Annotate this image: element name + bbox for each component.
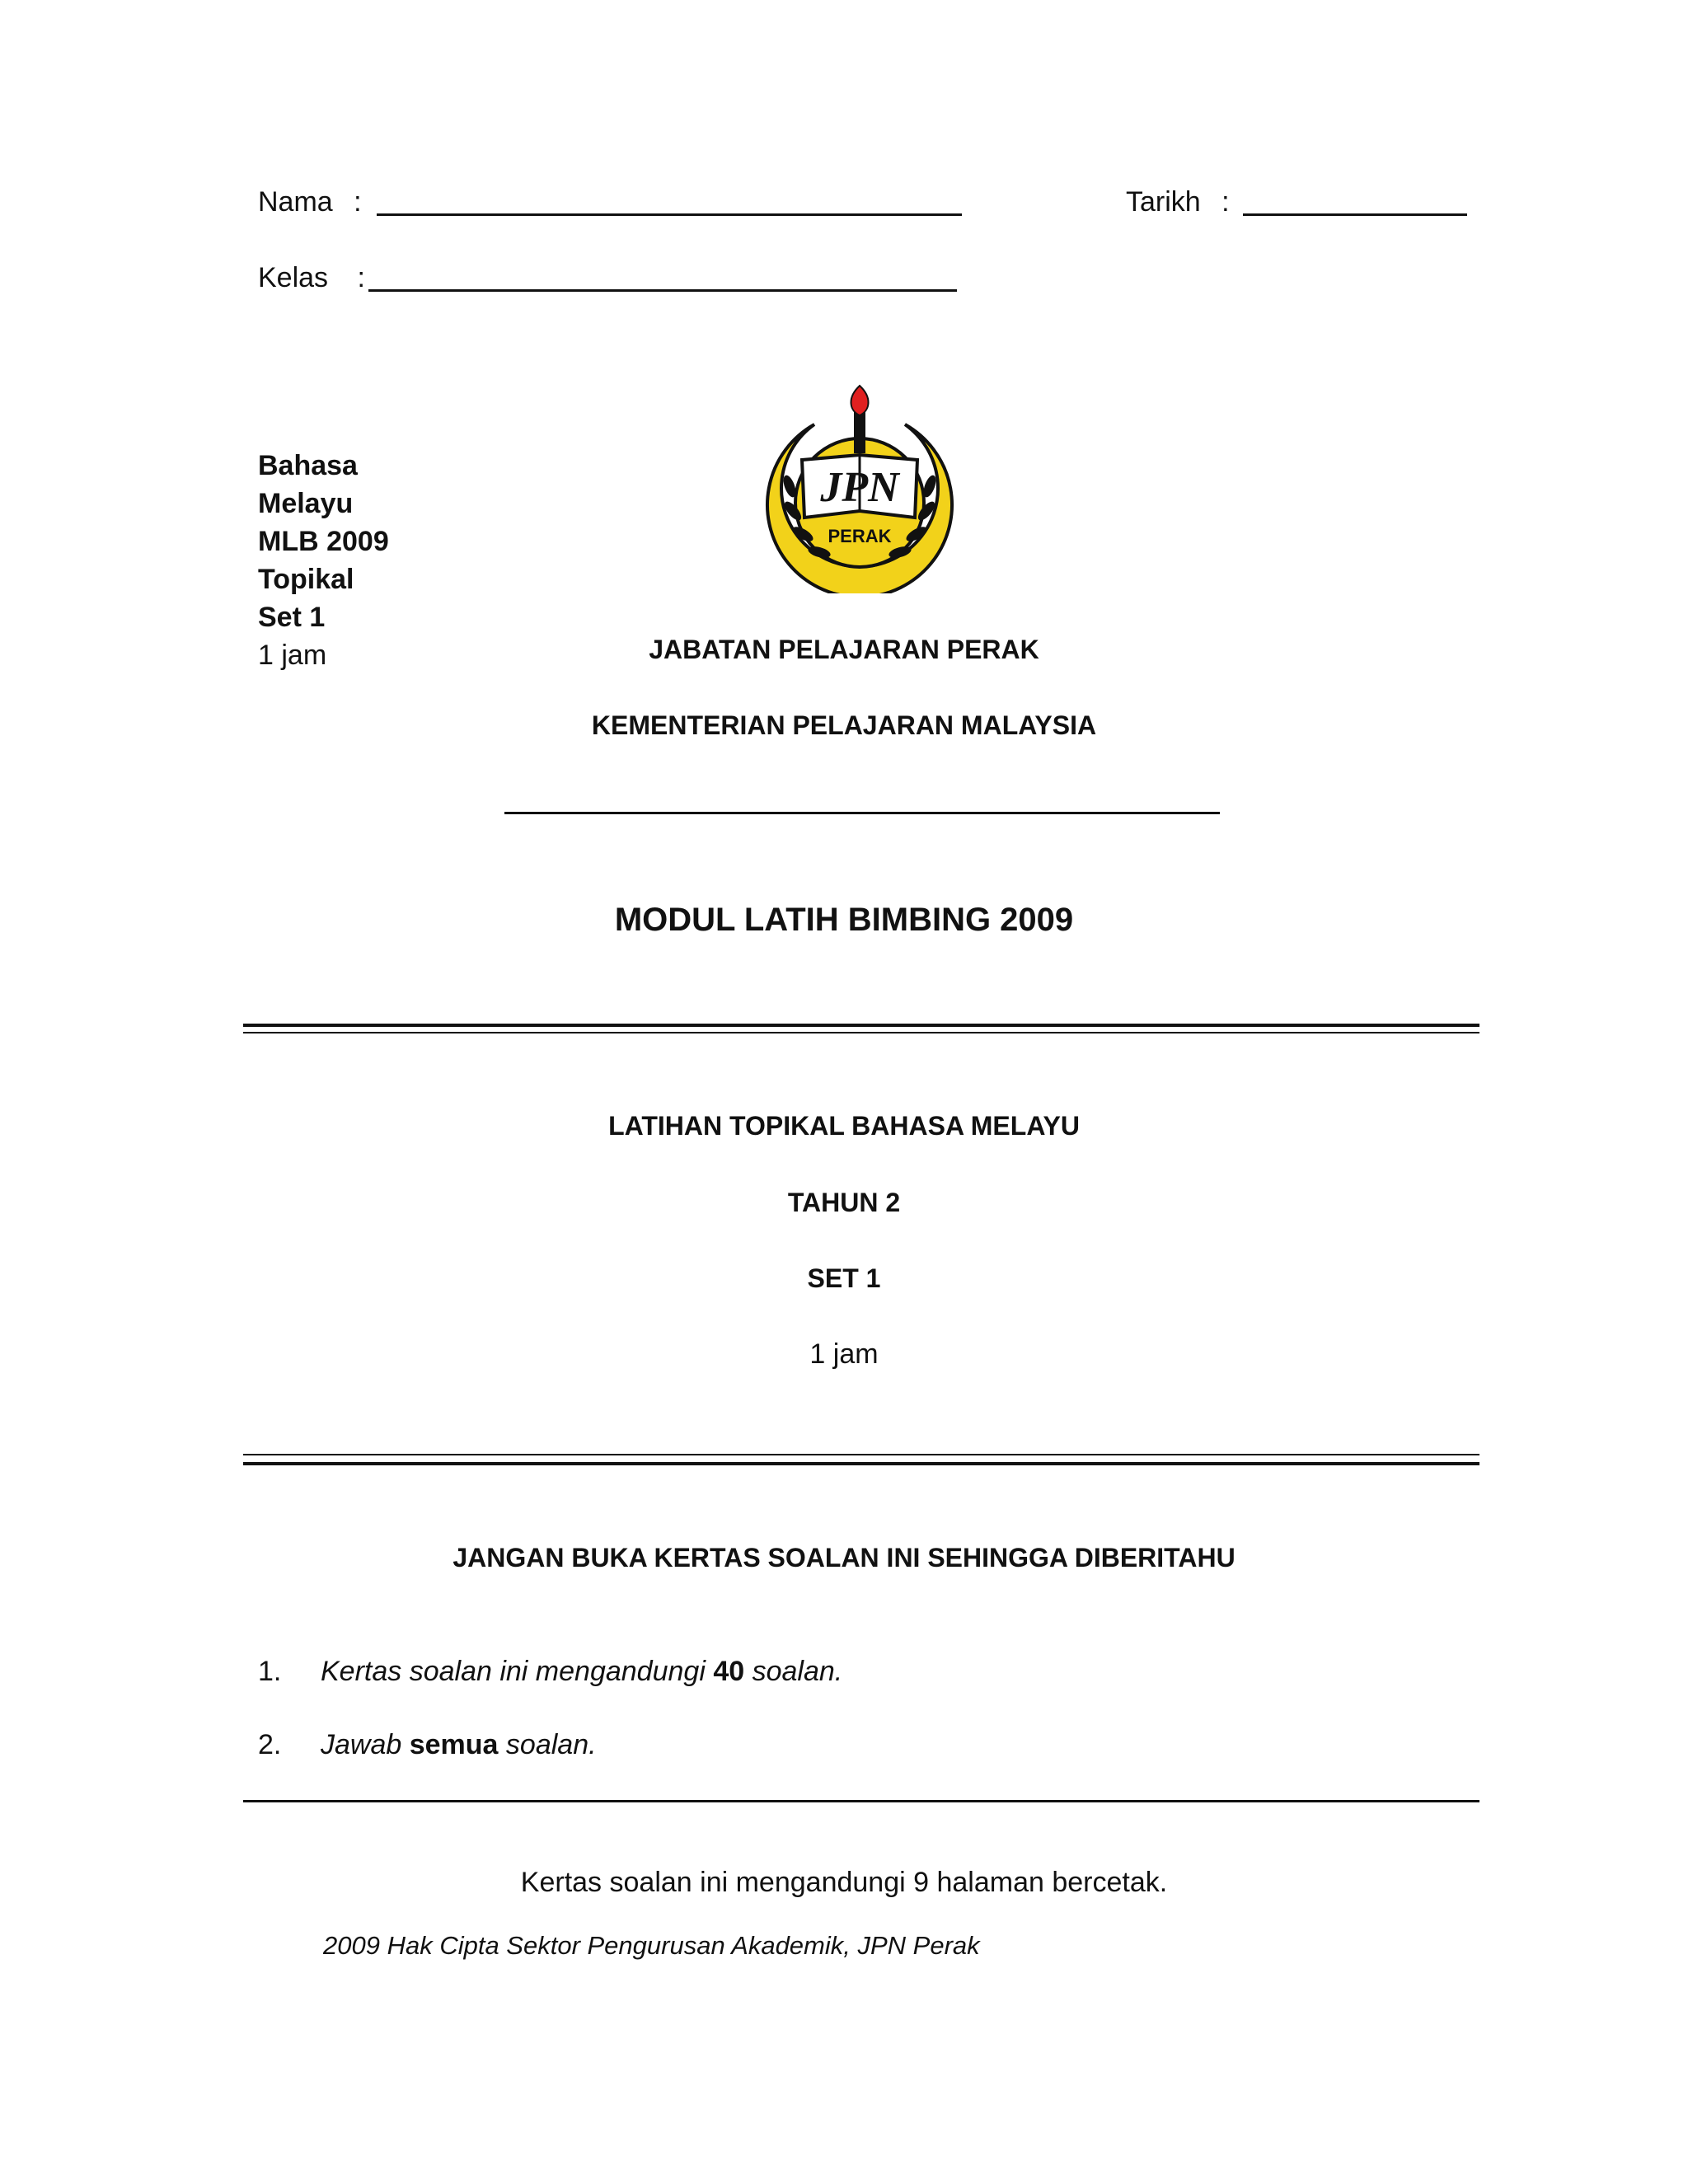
divider-footer xyxy=(243,1800,1479,1802)
instruction-text-post: soalan. xyxy=(744,1656,843,1687)
instruction-text xyxy=(321,1729,597,1760)
instruction-2 xyxy=(258,1728,597,1761)
instruction-1 xyxy=(258,1655,842,1688)
paper-duration: 1 jam xyxy=(809,1338,879,1370)
paper-set: SET 1 xyxy=(807,1263,881,1293)
name-label-text: Nama xyxy=(258,186,333,218)
class-field[interactable] xyxy=(368,289,957,292)
logo-perak-text: PERAK xyxy=(828,526,892,546)
instruction-text-pre: Jawab xyxy=(321,1729,410,1760)
department-title: JABATAN PELAJARAN PERAK xyxy=(649,635,1039,664)
jpn-perak-logo xyxy=(757,379,963,593)
divider-top-thin xyxy=(243,1032,1479,1033)
divider-short xyxy=(504,812,1220,814)
copyright-note: 2009 Hak Cipta Sektor Pengurusan Akademik, JPN Perak xyxy=(323,1931,980,1960)
ministry-title: KEMENTERIAN PELAJARAN MALAYSIA xyxy=(591,710,1097,740)
instruction-text-pre: Kertas soalan ini mengandungi xyxy=(321,1656,714,1687)
colon: : xyxy=(354,186,362,218)
subject-line-2: Melayu xyxy=(258,488,354,519)
instruction-bold: semua xyxy=(409,1729,499,1760)
colon: : xyxy=(1221,186,1230,218)
colon: : xyxy=(357,262,365,293)
subject-set: Set 1 xyxy=(258,602,326,633)
date-label xyxy=(1126,185,1230,218)
subject-duration: 1 jam xyxy=(258,640,327,671)
date-field[interactable] xyxy=(1243,213,1467,216)
module-title: MODUL LATIH BIMBING 2009 xyxy=(614,902,1074,938)
class-label-text: Kelas xyxy=(258,262,329,293)
divider-bottom-thick xyxy=(243,1462,1479,1465)
logo-emblem xyxy=(757,379,963,593)
warning-text: JANGAN BUKA KERTAS SOALAN INI SEHINGGA DIBERITAHU xyxy=(452,1543,1236,1572)
instruction-number: 2. xyxy=(258,1729,282,1760)
subject-code: MLB 2009 xyxy=(258,526,389,557)
logo-jpn-text: JPN xyxy=(820,464,899,511)
paper-subject: LATIHAN TOPIKAL BAHASA MELAYU xyxy=(608,1111,1080,1141)
subject-type: Topikal xyxy=(258,564,354,595)
name-label xyxy=(258,185,362,218)
instruction-number: 1. xyxy=(258,1656,282,1687)
name-field[interactable] xyxy=(377,213,962,216)
divider-bottom-thin xyxy=(243,1454,1479,1455)
instruction-text xyxy=(321,1656,842,1687)
instruction-text-post: soalan. xyxy=(498,1729,597,1760)
divider-top-thick xyxy=(243,1024,1479,1027)
pages-note: Kertas soalan ini mengandungi 9 halaman bercetak. xyxy=(520,1867,1168,1898)
instruction-bold: 40 xyxy=(713,1656,745,1687)
subject-line-1: Bahasa xyxy=(258,450,358,481)
class-label xyxy=(258,261,365,294)
paper-year: TAHUN 2 xyxy=(787,1188,901,1217)
date-label-text: Tarikh xyxy=(1126,186,1201,218)
